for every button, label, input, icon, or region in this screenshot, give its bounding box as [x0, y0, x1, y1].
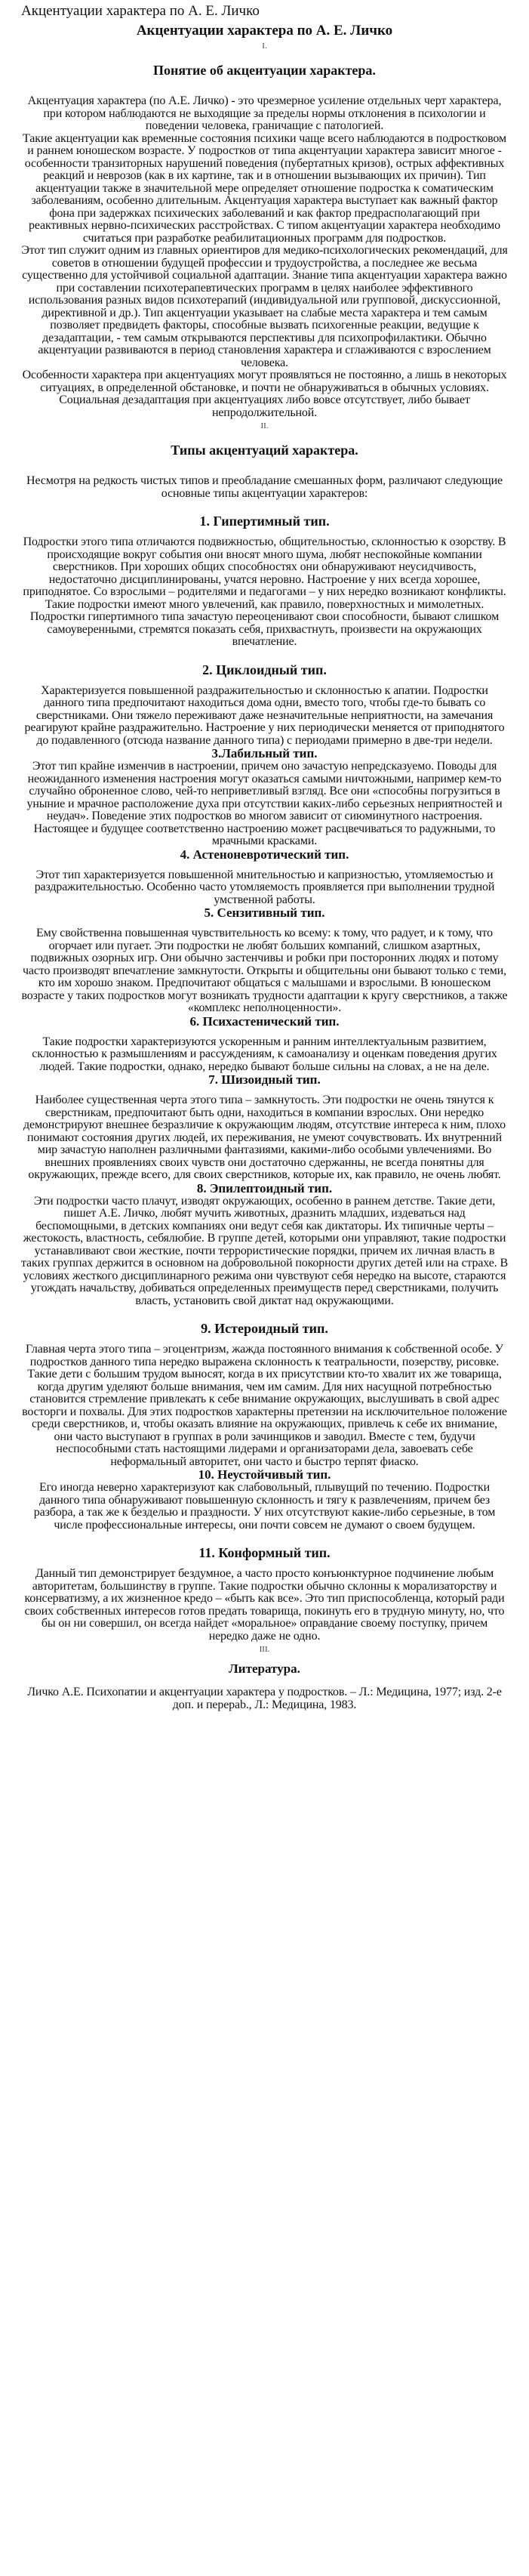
type-description: Ему свойственна повышенная чувствительность ко всему: к тому, что радует, и к тому, что огорчает или пугает. Эти подростки не любят больших компаний, слишком азартных, подвижных озорных игр. Они обычно застенчивы и робки при посторонних людях и потому часто производят впечатление замкнутости. Открыты и общительны они бывают только с теми, кто им хорошо знаком. Предпочитают общаться с малышами и взрослыми. В юношеском возрасте у таких подростков могут возникать трудности адаптации к кругу сверстников, а также «комплекс неполноценности».	[21, 927, 508, 1014]
type-description: Этот тип крайне изменчив в настроении, причем оно зачастую непредсказуемо. Поводы для неожиданного изменения настроения могут оказаться самыми ничтожными, например кем-то случайно оброненное слово, чей-то неприветливый взгляд. Все они «способны погрузиться в уныние и мрачное расположение духа при отсутствии каких-либо серьезных неприятностей и неудач». Поведение этих подростков во многом зависит от сиюминутного настроения. Настоящее и будущее соответственно настроению может расцвечиваться то радужными, то мрачными красками.	[26, 760, 503, 847]
section-2-intro: Несмотря на редкость чистых типов и преобладание смешанных форм, различают следующие основные типы акцентуации характеров:	[26, 474, 503, 500]
type-heading: 3.Лабильный тип.	[211, 746, 318, 760]
type-heading: 4. Астеноневротический тип.	[180, 847, 349, 862]
section-1-heading: Понятие об акцентуации характера.	[153, 63, 376, 78]
type-description: Наиболее существенная черта этого типа – замкнутость. Эти подростки не очень тянутся к сверстникам, предпочитают быть одни, находиться в компании взрослых. Они нередко демонстрируют внешнее безразличие к окружающим людям, отсутствие интереса к ним, плохо понимают состояния других людей, их переживания, не умеют сочувствовать. Их внутренний мир зачастую наполнен различными фантазиями, какими-либо особыми увлечениями. Во внешних проявлениях своих чувств они достаточно сдержанны, не всегда понятны для окружающих, прежде всего, для своих сверстников, которые их, как правило, не очень любят.	[23, 1094, 506, 1181]
section-1-paragraph: Такие акцентуации как временные состояния психики чаще всего наблюдаются в подростковом и раннем юношеском возрасте. У подростков от типа акцентуации характера зависит многое - особенности транзиторных нарушений поведения (пубертатных кризов), острых аффективных реакций и неврозов (как в их картине, так и в отношении вызывающих их причин). Тип акцентуации также в значительной мере определяет отношение подростка к соматическим заболеваниям, особенно длительным. Акцентуация характера выступает как важный фактор фона при задержках психических заболеваний и как фактор предрасполагающий при реактивных нервно-психических расстройствах. С типом акцентуации характера необходимо считаться при разработке реабилитационных программ для подростков.	[23, 131, 506, 245]
type-heading: 2. Циклоидный тип.	[202, 662, 327, 677]
type-description: Этот тип характеризуется повышенной мнительностью и капризностью, утомляемостью и раздражительностью. Особенно часто утомляемость проявляется при выполнении трудной умственной работы.	[34, 868, 495, 906]
section-3-heading: Литература.	[229, 1661, 300, 1676]
section-1-roman: I.	[262, 42, 267, 51]
document-title: Акцентуации характера по А. Е. Личко	[136, 23, 393, 39]
section-2-roman: II.	[260, 421, 269, 430]
section-1-paragraph: Этот тип служит одним из главных ориентиров для медико-психологических рекомендаций, для советов в отношении будущей профессии и трудоустройства, а последнее же весьма существенно для устойчивой социальной адаптации. Знание типа акцентуации характера важно при составлении психотерапевтических программ в целях наиболее эффективного использования разных видов психотерапий (индивидуальной или групповой, дискуссионной, директивной и др.). Тип акцентуации указывает на слабые места характера и тем самым позволяет предвидеть факторы, способные вызвать психогенные реакции, ведущие к дезадаптации, - тем самым открываются перспективы для психопрофилактики. Обычно акцентуации развиваются в период становления характера и сглаживаются с взрослением человека.	[21, 244, 508, 369]
section-1-paragraph: Акцентуация характера (по А.Е. Личко) - это чрезмерное усиление отдельных черт характера, при котором наблюдаются не выходящие за пределы нормы отклонения в психологии и поведении человека, граничащие с патологией.	[27, 94, 502, 132]
type-heading: 6. Психастенический тип.	[189, 1013, 340, 1029]
section-2-heading: Типы акцентуаций характера.	[171, 443, 358, 458]
type-heading: 5. Сензитивный тип.	[204, 905, 325, 920]
type-description: Эти подростки часто плачут, изводят окружающих, особенно в раннем детстве. Такие дети, пишет А.Е. Личко, любят мучить животных, дразнить младших, издеваться над беспомощными, в детских компаниях они ведут себя как диктаторы. Их типичные черты – жестокость, властность, себялюбие. В группе детей, которыми они управляют, такие подростки устанавливают свои жесткие, почти террористические порядки, причем их личная власть в таких группах держится в основном на добровольной покорности других детей или на страхе. В условиях жесткого дисциплинарного режима они чувствуют себя нередко на высоте, стараются угождать начальству, добиваться определенных преимуществ перед сверстниками, получить власть, установить свой диктат над окружающими.	[21, 1194, 508, 1307]
type-heading: 7. Шизоидный тип.	[208, 1072, 321, 1087]
type-description: Его иногда неверно характеризуют как слабовольный, плывущий по течению. Подростки данного типа обнаруживают повышенную склонность и тягу к развлечениям, причем без разбора, а так же к безделью и праздности. У них отсутствуют какие-либо серьезные, в том числе профессиональные интересы, они почти совсем не думают о своем будущем.	[33, 1481, 496, 1532]
type-description: Такие подростки характеризуются ускоренным и ранним интеллектуальным развитием, склонностью к размышлениям и рассуждениям, к самоанализу и оценкам поведения других людей. Такие подростки, однако, нередко бывают больше сильны на словах, а не на деле.	[32, 1035, 497, 1073]
type-heading: 11. Конформный тип.	[198, 1545, 331, 1560]
section-1-paragraph: Особенности характера при акцентуациях могут проявляться не постоянно, а лишь в некоторых ситуациях, в определенной обстановке, и почти не обнаруживаться в обычных условиях. Социальная дезадаптация при акцентуациях либо вовсе отсутствует, либо бывает непродолжительной.	[22, 369, 507, 419]
type-description: Характеризуется повышенной раздражительностью и склонностью к апатии. Подростки данного типа предпочитают находиться дома одни, вместо того, чтобы где-то бывать со сверстниками. Они тяжело переживают даже незначительные неприятности, на замечания реагируют крайне раздражительно. Настроение у них периодически меняется от приподнятого до подавленного (отсюда название данного типа) с периодами примерно в две-три недели.	[24, 683, 505, 747]
section-3-roman: III.	[259, 1645, 270, 1654]
type-heading: 9. Истероидный тип.	[201, 1321, 328, 1336]
type-heading: 8. Эпилептоидный тип.	[196, 1180, 333, 1195]
reference-item: Личко А.Е. Психопатии и акцентуации характера у подростков. – Л.: Медицина, 1977; изд. 2-е доп. и перерab., Л.: Медицина, 1983.	[27, 1686, 502, 1711]
type-description: Главная черта этого типа – эгоцентризм, жажда постоянного внимания к собственной особе. У подростков данного типа нередко выражена склонность к театральности, позерству, рисовке. Такие дети с большим трудом выносят, когда в их присутствии кто-то хвалит их же товарища, когда другим уделяют больше внимания, чем им самим. Для них насущной потребностью становится стремление привлекать к себе внимание окружающих, выслушивать в свой адрес восторги и похвалы. Для этих подростков характерны претензии на исключительное положение среди сверстников, и, чтобы оказать влияние на окружающих, привлечь к себе их внимание, они часто выступают в группах в роли зачинщиков и заводил. Вместе с тем, будучи неспособными стать настоящими лидерами и организаторами дела, завоевать себе неформальный авторитет, они часто и быстро терпят фиаско.	[22, 1343, 507, 1468]
document-header: Акцентуации характера по А. Е. Личко	[21, 3, 260, 19]
type-heading: 1. Гипертимный тип.	[199, 514, 330, 529]
type-heading: 10. Неустойчивый тип.	[198, 1467, 331, 1482]
type-description: Подростки этого типа отличаются подвижностью, общительностью, склонностью к озорству. В происходящие вокруг события они вносят много шума, любят неспокойные компании сверстников. При хороших общих способностях они обнаруживают неусидчивость, недостаточно дисциплинированы, учатся неровно. Настроение у них всегда хорошее, приподнятое. Со взрослыми – родителями и педагогами – у них нередко возникают конфликты. Такие подростки имеют много увлечений, как правило, поверхностных и мимолетных. Подростки гипертимного типа зачастую переоценивают свои способности, бывают слишком самоуверенными, стремятся показать себя, прихвастнуть, произвести на окружающих впечатление.	[23, 535, 506, 648]
type-description: Данный тип демонстрирует бездумное, а часто просто конъюнктурное подчинение любым авторитетам, большинству в группе. Такие подростки обычно склонны к морализаторству и консерватизму, а их жизненное кредо – «быть как все». Это тип приспособленца, который ради своих собственных интересов готов предать товарища, покинуть его в трудную минуту, но, что бы он ни совершил, он всегда найдет «моральное» оправдание своему поступку, причем нередко даже не одно.	[24, 1567, 505, 1643]
